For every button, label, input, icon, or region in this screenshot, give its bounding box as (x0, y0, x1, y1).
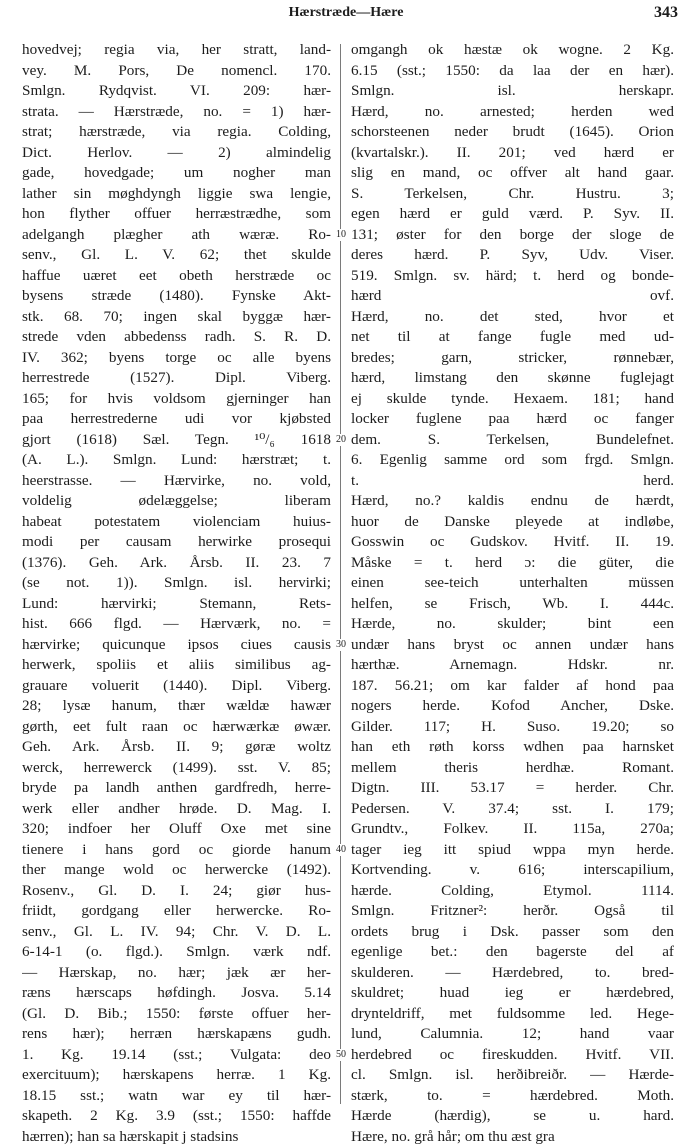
text-line: net til at fange fugle med ud- (351, 327, 674, 348)
text-line: herwerk, spoliis et aliis similibus ag- (22, 655, 331, 676)
line-number: 50 (332, 1049, 350, 1061)
text-line: ther mange wold oc herwercke (1492). (22, 860, 331, 881)
text-line: hærd ovf. (351, 286, 674, 307)
text-line: einen see-teich unterhalten müssen (351, 573, 674, 594)
text-line: Smlgn. Fritzner²: herðr. Også til (351, 901, 674, 922)
text-line: tager ieg itt spiud wppa myn herde. (351, 840, 674, 861)
text-line: gjort (1618) Sæl. Tegn. ¹⁰/₆ 1618 (22, 430, 331, 451)
text-line: 187. 56.21; om kar falder af hond paa (351, 676, 674, 697)
text-line: drynteldriff, met fuldsomme led. Hege- (351, 1004, 674, 1025)
text-line: Pedersen. V. 37.4; sst. I. 179; (351, 799, 674, 820)
text-line: grauare voluerit (1440). Dipl. Viberg. (22, 676, 331, 697)
text-line: 131; øster for den borge der sloge de (351, 225, 674, 246)
text-line: tienere i hans gord oc giorde hanum (22, 840, 331, 861)
text-line: Geh. Ark. Årsb. II. 9; gøræ woltz (22, 737, 331, 758)
text-line: locker fuglene paa hærd oc fanger (351, 409, 674, 430)
text-line: werck, herrewerck (1499). sst. V. 85; (22, 758, 331, 779)
text-line: hærthæ. Arnemagn. Hdskr. nr. (351, 655, 674, 676)
text-line: helfen, se Frisch, Wb. I. 444c. (351, 594, 674, 615)
text-line: undær hans bryst oc annen undær hans (351, 635, 674, 656)
text-line: Måske = t. herd ɔ: die güter, die (351, 553, 674, 574)
text-line: senv., Gl. L. V. 62; thet skulde (22, 245, 331, 266)
running-head: Hærstræde—Hære (0, 5, 692, 21)
line-number: 10 (332, 229, 350, 241)
text-line: stk. 68. 70; ingen skal byggæ hær- (22, 307, 331, 328)
text-line: exercituum); hærskapens herræ. 1 Kg. (22, 1065, 331, 1086)
text-line: ej skulde tynde. Hexaem. 181; hand (351, 389, 674, 410)
text-line: strata. — Hærstræde, no. = 1) hær- (22, 102, 331, 123)
text-line: heerstrasse. — Hærvirke, no. vold, (22, 471, 331, 492)
text-line: Lund: hærvirki; Stemann, Rets- (22, 594, 331, 615)
text-line: nogers herde. Kofod Ancher, Dske. (351, 696, 674, 717)
text-line: Hære, no. grå hår; om thu æst gra (351, 1127, 674, 1147)
text-line: t. herd. (351, 471, 674, 492)
line-number: 30 (332, 639, 350, 651)
text-line: S. Terkelsen, Chr. Hustru. 3; (351, 184, 674, 205)
text-line: werk eller andher hrøde. D. Mag. I. (22, 799, 331, 820)
text-line: gade, hovedgade; um nogher man (22, 163, 331, 184)
text-line: hærvirke; quicunque ipsos ciues causis (22, 635, 331, 656)
text-line: skuldret; huad ieg er hærdebred, (351, 983, 674, 1004)
text-line: Gilder. 117; H. Suso. 19.20; so (351, 717, 674, 738)
text-line: lund, Calumnia. 12; hand vaar (351, 1024, 674, 1045)
text-line: friidt, gordgang eller herwercke. Ro- (22, 901, 331, 922)
text-line: 1. Kg. 19.14 (sst.; Vulgata: deo (22, 1045, 331, 1066)
text-line: voldelig ødelæggelse; liberam (22, 491, 331, 512)
text-line: huor de Danske pleyede at indløbe, (351, 512, 674, 533)
line-number: 20 (332, 434, 350, 446)
text-line: skulderen. — Hærdebred, to. bred- (351, 963, 674, 984)
text-line: Rosenv., Gl. D. I. 24; giør hus- (22, 881, 331, 902)
text-line: (1376). Geh. Ark. Årsb. II. 23. 7 (22, 553, 331, 574)
text-line: habeat potestatem violenciam huius- (22, 512, 331, 533)
text-line: stærk, to. = hærdebred. Moth. (351, 1086, 674, 1107)
text-line: 320; indfoer her Oluff Oxe met sine (22, 819, 331, 840)
text-line: schorsteenen neder brudt (1645). Orion (351, 122, 674, 143)
text-line: gørth, eet fult raan oc hærwærkæ øwær. (22, 717, 331, 738)
text-line: Hærde (hærdig), se u. hard. (351, 1106, 674, 1127)
text-line: Smlgn. isl. herskapr. (351, 81, 674, 102)
text-line: rens hær); herræn hærskapæns gudh. (22, 1024, 331, 1045)
text-line: (A. L.). Smlgn. Lund: hærstræt; t. (22, 450, 331, 471)
text-line: Digtn. III. 53.17 = herder. Chr. (351, 778, 674, 799)
text-line: (se not. 1)). Smlgn. isl. hervirki; (22, 573, 331, 594)
text-line: hovedvej; regia via, her stratt, land- (22, 40, 331, 61)
text-line: adelgangh plægher ath wæræ. Ro- (22, 225, 331, 246)
text-line: bryde pa landh anthen gardfredh, herre- (22, 778, 331, 799)
text-line: hon flyther offuer herræstrædhe, som (22, 204, 331, 225)
text-line: omgangh ok hæstæ ok wogne. 2 Kg. (351, 40, 674, 61)
text-line: cl. Smlgn. isl. herðibreiðr. — Hærde- (351, 1065, 674, 1086)
text-line: hærren); han sa hærskapit j stadsins (22, 1127, 331, 1147)
text-line: Grundtv., Folkev. II. 115a, 270a; (351, 819, 674, 840)
text-line: vey. M. Pors, De nomencl. 170. (22, 61, 331, 82)
text-line: ordets brug i Dsk. passer som den (351, 922, 674, 943)
text-line: 6-14-1 (o. flgd.). Smlgn. værk ndf. (22, 942, 331, 963)
page-header (0, 0, 692, 30)
left-column (22, 40, 331, 1147)
text-line: Hærde, no. skulder; bint een (351, 614, 674, 635)
text-line: dem. S. Terkelsen, Bundelefnet. (351, 430, 674, 451)
text-line: Dict. Herlov. — 2) almindelig (22, 143, 331, 164)
text-line: ræns hærscaps høfdingh. Josva. 5.14 (22, 983, 331, 1004)
text-line: strede vden abbedenss radh. S. R. D. (22, 327, 331, 348)
text-line: Smlgn. Rydqvist. VI. 209: hær- (22, 81, 331, 102)
line-number: 40 (332, 844, 350, 856)
text-line: hist. 666 flgd. — Hærværk, no. = (22, 614, 331, 635)
text-line: — Hærskap, no. hær; jæk ær her- (22, 963, 331, 984)
column-divider (340, 44, 341, 1104)
text-line: Hærd, no. arnested; herden wed (351, 102, 674, 123)
text-line: egenlige bet.: den bagerste del af (351, 942, 674, 963)
text-line: 6. Egenlig samme ord som frgd. Smlgn. (351, 450, 674, 471)
page-number: 343 (654, 4, 678, 22)
text-line: senv., Gl. L. IV. 94; Chr. V. D. L. (22, 922, 331, 943)
text-line: skapeth. 2 Kg. 3.9 (sst.; 1550: haffde (22, 1106, 331, 1127)
text-line: (kvartalskr.). II. 201; ved hærd er (351, 143, 674, 164)
text-line: modi per causam herwirke prosequi (22, 532, 331, 553)
text-line: 519. Smlgn. sv. härd; t. herd og bonde- (351, 266, 674, 287)
text-line: mellem theris herdhæ. Romant. (351, 758, 674, 779)
text-line: Gosswin oc Gudskov. Hvitf. II. 19. (351, 532, 674, 553)
text-line: 6.15 (sst.; 1550: da laa der en hær). (351, 61, 674, 82)
right-column (351, 40, 674, 1147)
text-line: herdebred oc fireskudden. Hvitf. VII. (351, 1045, 674, 1066)
text-line: lather sin møghdyngh liggie swa lengie, (22, 184, 331, 205)
text-line: 18.15 sst.; watn war ey til hær- (22, 1086, 331, 1107)
text-line: haffue uæret eet obeth herstræde oc (22, 266, 331, 287)
text-line: bysens stræde (1480). Fynske Akt- (22, 286, 331, 307)
text-line: 165; for hvis voldsom gjerninger han (22, 389, 331, 410)
text-line: slig en mand, oc offver alt hand gaar. (351, 163, 674, 184)
text-line: IV. 362; byens torge oc alle byens (22, 348, 331, 369)
text-line: hærd, limstang den skønne fuglejagt (351, 368, 674, 389)
text-line: hærde. Colding, Etymol. 1114. (351, 881, 674, 902)
text-line: bredes; garn, stricker, rønnebær, (351, 348, 674, 369)
text-line: han eth røth korss wdhen paa harnsket (351, 737, 674, 758)
text-line: egen hærd er guld værd. P. Syv. II. (351, 204, 674, 225)
text-line: Kortvending. v. 616; interscapilium, (351, 860, 674, 881)
text-line: Hærd, no.? kaldis endnu de hærdt, (351, 491, 674, 512)
text-line: deres hærd. P. Syv, Udv. Viser. (351, 245, 674, 266)
text-line: strat; hærstræde, via regia. Colding, (22, 122, 331, 143)
text-line: (Gl. D. Bib.; 1550: første offuer her- (22, 1004, 331, 1025)
text-line: paa herrestrederne udi vor kjøbsted (22, 409, 331, 430)
text-line: 28; lysæ hanum, thær wældæ hawær (22, 696, 331, 717)
text-line: Hærd, no. det sted, hvor et (351, 307, 674, 328)
text-line: herrestrede (1527). Dipl. Viberg. (22, 368, 331, 389)
